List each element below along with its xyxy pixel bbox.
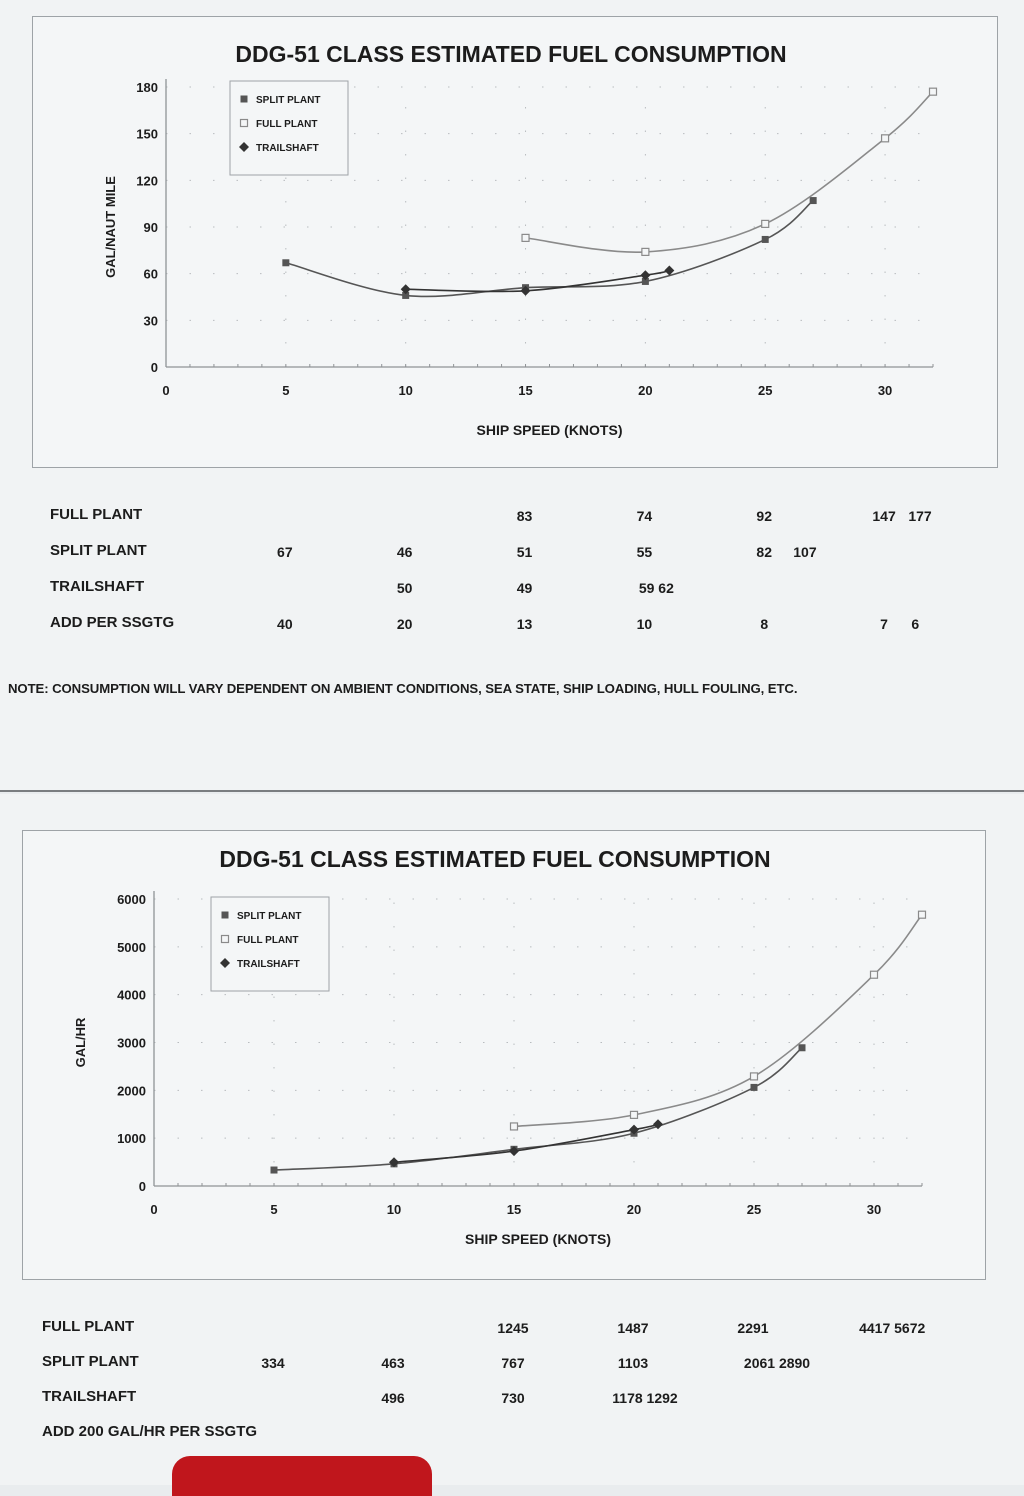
- table-cell: 4417 5672: [859, 1320, 926, 1336]
- fuel-per-hour-chart: [23, 831, 985, 1279]
- legend: [211, 897, 329, 991]
- data-point: [642, 248, 649, 255]
- data-point: [631, 1111, 638, 1118]
- table-cell: 147: [872, 508, 896, 524]
- table-cell: 2061 2890: [743, 1355, 811, 1371]
- table-cell: 730: [501, 1390, 525, 1406]
- y-tick-label: 3000: [117, 1035, 146, 1051]
- y-tick-label: 1000: [117, 1131, 146, 1147]
- series-line: [406, 271, 670, 292]
- x-tick-label: 20: [638, 383, 653, 398]
- y-tick-label: 60: [143, 266, 158, 282]
- row-label: FULL PLANT: [50, 506, 143, 523]
- data-point: [810, 197, 817, 204]
- legend-marker: [241, 120, 248, 127]
- row-label: SPLIT PLANT: [50, 542, 147, 559]
- x-tick-label: 0: [162, 383, 170, 398]
- data-point: [522, 234, 529, 241]
- x-tick-label: 30: [877, 383, 893, 398]
- y-tick-label: 0: [150, 360, 158, 375]
- table-cell: 334: [261, 1355, 285, 1371]
- x-tick-label: 0: [150, 1202, 158, 1217]
- legend-label: TRAILSHAFT: [237, 959, 300, 970]
- chart-sheet-bottom: [0, 794, 1024, 1485]
- table-cell: 20: [396, 616, 413, 632]
- fuel-per-mile-chart: [33, 17, 997, 467]
- table-cell: 6: [911, 616, 920, 632]
- table-cell: 1487: [617, 1320, 649, 1336]
- series-full-plant: [522, 88, 936, 255]
- y-tick-label: 180: [136, 80, 158, 95]
- data-point: [882, 135, 889, 142]
- x-tick-label: 5: [282, 383, 290, 398]
- legend-marker: [241, 96, 248, 103]
- series-line: [394, 1124, 658, 1162]
- chart-frame: [32, 16, 998, 468]
- data-point: [871, 971, 878, 978]
- table-cell: 1103: [617, 1355, 649, 1371]
- data-point: [511, 1123, 518, 1130]
- x-tick-label: 25: [746, 1202, 762, 1217]
- table-cell: 2291: [737, 1320, 769, 1336]
- table-cell: 67: [277, 544, 293, 560]
- legend-label: SPLIT PLANT: [256, 95, 321, 106]
- table-cell: 49: [516, 580, 533, 596]
- x-tick-label: 15: [518, 383, 533, 398]
- data-point: [751, 1073, 758, 1080]
- conditions-note: NOTE: CONSUMPTION WILL VARY DEPENDENT ON AMBIENT CONDITIONS, SEA STATE, SHIP LOADING, HULL FOULING, ETC.: [8, 681, 798, 696]
- x-tick-label: 25: [757, 383, 773, 398]
- x-tick-label: 20: [626, 1202, 642, 1217]
- table-cell: 74: [636, 508, 653, 524]
- x-tick-label: 10: [386, 1202, 402, 1217]
- table-cell: 10: [636, 616, 653, 632]
- series-full-plant: [511, 911, 926, 1130]
- y-tick-label: 90: [143, 220, 158, 235]
- table-cell: 496: [381, 1390, 405, 1406]
- series-line: [286, 201, 813, 297]
- legend-label: SPLIT PLANT: [237, 911, 302, 922]
- legend: [230, 81, 348, 175]
- table-cell: 51: [516, 544, 533, 560]
- data-point: [799, 1044, 806, 1051]
- table-cell: 83: [516, 508, 533, 524]
- x-tick-label: 15: [506, 1202, 522, 1217]
- legend-label: TRAILSHAFT: [256, 143, 319, 154]
- table-cell: 8: [760, 616, 769, 632]
- table-cell: 59 62: [638, 580, 674, 596]
- chart-frame: [22, 830, 986, 1280]
- table-cell: 55: [636, 544, 653, 560]
- table-cell: 1245: [497, 1320, 529, 1336]
- legend-marker: [222, 912, 229, 919]
- row-label: SPLIT PLANT: [42, 1353, 139, 1370]
- table-cell: 1178 1292: [612, 1390, 678, 1406]
- table-cell: 40: [277, 616, 293, 632]
- y-tick-label: 6000: [117, 892, 146, 907]
- x-axis-label: SHIP SPEED (KNOTS): [465, 1231, 611, 1247]
- table-cell: 767: [501, 1355, 525, 1371]
- table-cell: 463: [381, 1355, 405, 1371]
- y-tick-label: 30: [143, 313, 158, 329]
- series-split-plant: [282, 197, 816, 299]
- row-label: FULL PLANT: [42, 1318, 135, 1335]
- chart-title: DDG-51 CLASS ESTIMATED FUEL CONSUMPTION: [235, 41, 787, 67]
- series-split-plant: [271, 1044, 806, 1173]
- x-axis-label: SHIP SPEED (KNOTS): [476, 422, 623, 438]
- x-tick-label: 10: [398, 383, 413, 398]
- chart-title: DDG-51 CLASS ESTIMATED FUEL CONSUMPTION: [219, 846, 771, 872]
- series-line: [274, 1048, 802, 1170]
- data-point: [762, 220, 769, 227]
- series-line: [526, 92, 933, 252]
- row-label: TRAILSHAFT: [42, 1388, 137, 1405]
- y-tick-label: 120: [136, 173, 158, 189]
- y-tick-label: 4000: [117, 987, 146, 1003]
- y-tick-label: 150: [136, 126, 158, 142]
- series-trailshaft: [389, 1119, 663, 1167]
- table-cell: 177: [908, 508, 932, 524]
- y-axis-label: GAL/NAUT MILE: [103, 176, 118, 278]
- y-tick-label: 5000: [117, 939, 146, 955]
- y-tick-label: 0: [138, 1179, 146, 1194]
- data-point: [282, 259, 289, 266]
- x-tick-label: 5: [270, 1202, 278, 1217]
- table-cell: 107: [793, 544, 817, 560]
- y-tick-label: 2000: [117, 1083, 146, 1099]
- data-point: [751, 1084, 758, 1091]
- legend-label: FULL PLANT: [237, 935, 299, 946]
- data-point: [930, 88, 937, 95]
- legend-label: FULL PLANT: [256, 119, 318, 130]
- table-cell: 7: [880, 616, 888, 632]
- red-object: [172, 1456, 432, 1496]
- x-tick-label: 30: [866, 1202, 882, 1217]
- legend-marker: [222, 936, 229, 943]
- series-trailshaft: [401, 266, 675, 296]
- row-label: TRAILSHAFT: [50, 578, 145, 595]
- data-point: [919, 911, 926, 918]
- row-label: ADD PER SSGTG: [50, 614, 175, 631]
- ssgtg-footnote: ADD 200 GAL/HR PER SSGTG: [42, 1423, 258, 1440]
- y-axis-label: GAL/HR: [73, 1017, 88, 1068]
- data-point: [762, 236, 769, 243]
- table-cell: 92: [756, 508, 773, 524]
- table-cell: 82: [756, 544, 773, 560]
- table-cell: 13: [516, 616, 533, 632]
- table-cell: 50: [396, 580, 413, 596]
- data-point: [271, 1167, 278, 1174]
- table-cell: 46: [396, 544, 413, 560]
